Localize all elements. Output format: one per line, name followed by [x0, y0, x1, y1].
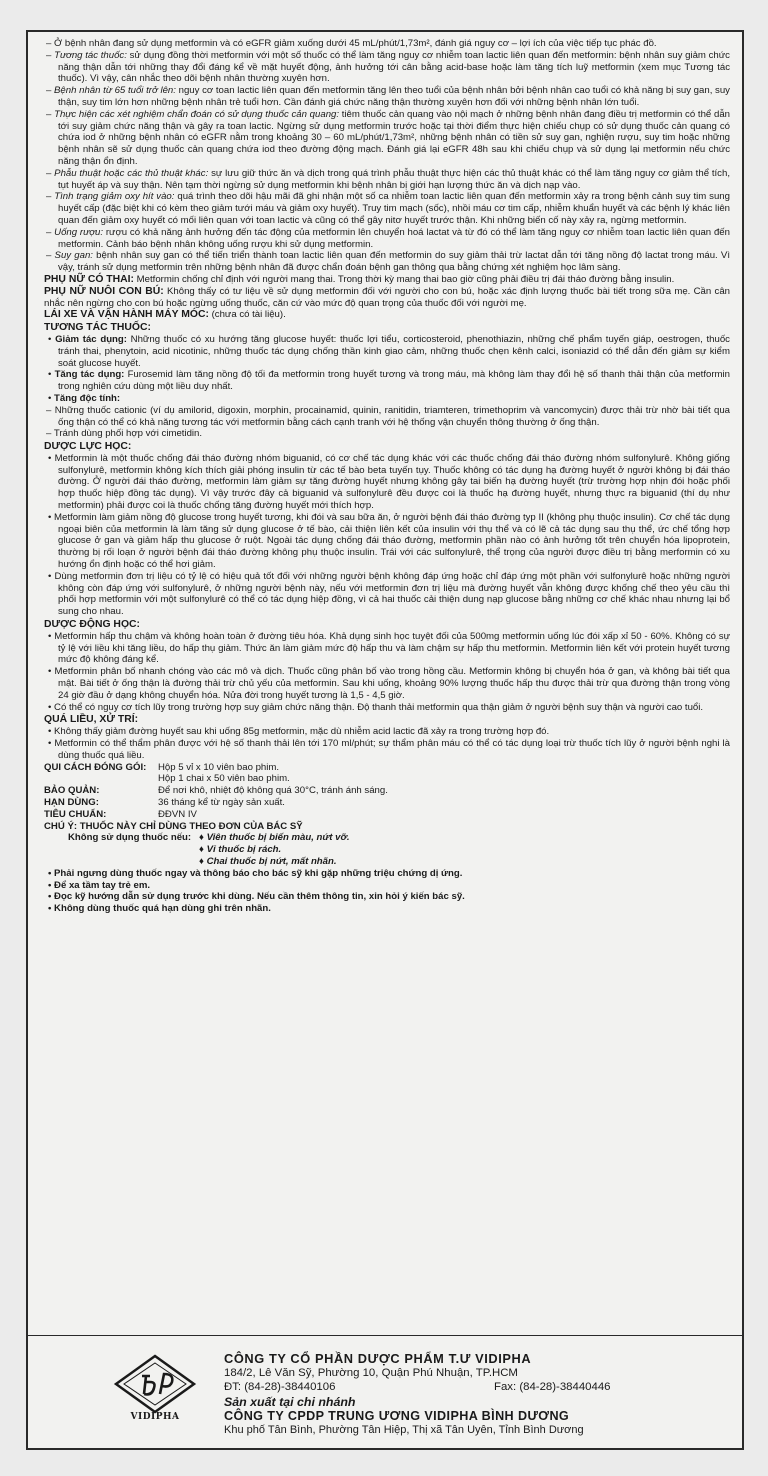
- warning-item: • Để xa tầm tay trẻ em.: [48, 879, 151, 891]
- not-use-row: [44, 832, 730, 844]
- section-text: (chưa có tài liệu).: [208, 309, 286, 321]
- bullet-item: • Tăng độc tính:: [48, 392, 121, 404]
- item-text: Có thể có nguy cơ tích lũy trong trường hợp suy giảm chức năng thận. Độ thanh thải metformin qua thận giảm ở người bệnh suy thận và người cao tuổi.: [54, 701, 704, 713]
- section-paragraph: [44, 286, 730, 310]
- spec-value: Hộp 5 vỉ x 10 viên bao phim.: [158, 761, 280, 773]
- spec-label: HẠN DÙNG:: [44, 797, 99, 808]
- contact-row: [224, 1380, 734, 1394]
- item-text: Tránh dùng phối hợp với cimetidin.: [53, 428, 203, 440]
- leaflet-body: [28, 32, 742, 915]
- not-use-label: [44, 856, 199, 868]
- bullet-item: • Dùng metformin đơn trị liệu có tỷ lệ có hiệu quả tốt đối với những người bệnh không đáp ứng hoặc chỉ đáp ứng một phần với sulfonylurê hoặc những người không còn đáp ứng với sulfonylurê, ở những người bệnh này, nếu với metformin đơn trị liệu mà đường huyết vẫn không được khống chế theo yêu cầu thì phối hợp metformin với một sulfonylurê có thể có tác dụng hiệp đồng, vì cả hai thuốc cải thiện dung nạp glucose bằng những cơ chế khác nhau nhưng lại bổ sung cho nhau.: [48, 570, 730, 618]
- item-text: quá trình theo dõi hậu mãi đã ghi nhận một số ca nhiễm toan lactic liên quan đến metformin xảy ra trong bệnh cảnh suy tim sung huyết cấp (đặc biệt khi có kèm theo giảm tưới máu và giảm oxy huyết). Truy tim mạch (sốc), nhồi máu cơ tim cấp, nhiễm khuẩn huyết và các bệnh lý khác liên quan đến giảm oxy huyết có mối liên quan với toan lactic và cũng có thể gây nitơ huyết trước thận. Khi những biến cố này xảy ra, ngừng metformin.: [58, 191, 730, 226]
- section-heading: QUÁ LIỀU, XỬ TRÍ:: [44, 714, 139, 726]
- item-text: Metformin làm giảm nồng độ glucose trong huyết tương, khi đói và sau bữa ăn, ở người bệnh đái tháo đường typ II (không phụ thuộc insulin). Cơ chế tác dụng ngoại biên của metformin là làm tăng sử dụng glucose ở tế bào, cải thiện liên kết của insulin với thụ thể và có lẽ cả tác dụng sau thụ thể, ức chế tổng hợp glucose ở gan và giảm hấp thu glucose ở ruột. Ngoài tác dụng chống đái tháo đường, metformin phần nào có ảnh hưởng tốt trên chuyển hóa lipoprotein, thường bị rối loạn ở người bệnh đái tháo đường không phụ thuộc insulin. Trái với các sulfonylurê, thể trọng của người được điều trị bằng merformin có xu hướng ổn định hoặc có thể hơi giảm.: [54, 511, 730, 571]
- item-text: Furosemid làm tăng nồng độ tối đa metformin trong huyết tương và trong máu, mà không làm thay đổi hệ số thanh thải thận của metformin trong nghiên cứu dùng một liều duy nhất.: [58, 369, 731, 393]
- dash-item: – Ở bệnh nhân đang sử dụng metformin và có eGFR giảm xuống dưới 45 mL/phút/1,73m², đánh giá nguy cơ – lợi ích của việc tiếp tục phác đồ.: [46, 38, 657, 49]
- company-name: CÔNG TY CỔ PHẦN DƯỢC PHẨM T.Ư VIDIPHA: [224, 1351, 532, 1366]
- warning-item: • Không dùng thuốc quá hạn dùng ghi trên nhãn.: [48, 903, 271, 915]
- item-lead: Tình trạng giảm oxy hít vào:: [54, 191, 175, 203]
- item-text: Không thấy giảm đường huyết sau khi uống 85g metformin, mặc dù nhiễm acid lactic đã xảy ra trong trường hợp đó.: [54, 726, 550, 738]
- logo-wordmark: VIDIPHA: [130, 1412, 180, 1422]
- branch-company: CÔNG TY CPDP TRUNG ƯƠNG VIDIPHA BÌNH DƯƠNG: [224, 1408, 570, 1423]
- section-heading: DƯỢC ĐỘNG HỌC:: [44, 619, 140, 631]
- section-heading: DƯỢC LỰC HỌC:: [44, 441, 132, 453]
- item-text: sử dụng đồng thời metformin với một số thuốc có thể làm tăng nguy cơ nhiễm toan lactic liên quan đến metformin: bệnh nhân suy giảm chức năng thận dẫn tới những thay đổi đáng kể về mặt huyết động, ảnh hưởng tới cân bằng acid-base hoặc làm tăng tích luỹ metformin (xem mục Tương tác thuốc). Vì vậy, cân nhắc theo dõi bệnh nhân thường xuyên hơn.: [58, 49, 730, 85]
- spec-label: QUI CÁCH ĐÓNG GÓI:: [44, 761, 147, 773]
- bullet-item: • Không thấy giảm đường huyết sau khi uống 85g metformin, mặc dù nhiễm acid lactic đã xảy ra trong trường hợp đó.: [48, 726, 550, 738]
- dash-item: – Thực hiện các xét nghiệm chẩn đoán có sử dụng thuốc cản quang: tiêm thuốc cản quang vào nội mạch ở những bệnh nhân đang điều trị metformin có thể dẫn tới suy giảm chức năng thận và gây ra toan lactic. Ngừng sử dụng metformin trước hoặc tại thời điểm thực hiện chiếu chụp có sử dụng thuốc cản quang có chứa iod ở những bệnh nhân có eGFR nằm trong khoảng 30 – 60 mL/phút/1,73m², những bệnh nhân có tiền sử suy gan, nghiện rượu, suy tim hoặc những bệnh nhân sẽ sử dụng thuốc cản quang chứa iod theo đường động mạch. Đánh giá lại eGFR 48h sau khi chiếu chụp và sử dụng lại metformin nếu chức năng thận ổn định.: [46, 108, 730, 167]
- spec-label: TIÊU CHUẨN:: [44, 808, 107, 820]
- item-text: nguy cơ toan lactic liên quan đến metformin tăng lên theo tuổi của bệnh nhân bởi bệnh nhân cao tuổi có khả năng bị suy gan, suy thận, suy tim lớn hơn những bệnh nhân trẻ tuổi hơn. Cần đánh giá chức năng thận thường xuyên hơn đối với những bệnh nhân lớn tuổi.: [58, 85, 730, 108]
- company-info: [224, 1352, 734, 1437]
- spec-row: [44, 773, 730, 785]
- not-use-row: [44, 856, 730, 868]
- spec-value: Hộp 1 chai x 50 viên bao phim.: [158, 773, 290, 785]
- prescription-caution: CHÚ Ý: THUỐC NÀY CHỈ DÙNG THEO ĐƠN CỦA BÁC SỸ: [44, 820, 303, 832]
- not-use-label: [44, 844, 199, 856]
- vidipha-logo-icon: [112, 1354, 198, 1416]
- item-head: Tăng tác dụng:: [54, 369, 125, 381]
- phone-number: ĐT: (84-28)-38440106: [224, 1381, 336, 1394]
- company-address: 184/2, Lê Văn Sỹ, Phường 10, Quận Phú Nhuận, TP.HCM: [224, 1367, 518, 1380]
- not-use-item: ♦ Vỉ thuốc bị rách.: [199, 844, 282, 856]
- dash-item: – Tình trạng giảm oxy hít vào: quá trình theo dõi hậu mãi đã ghi nhận một số ca nhiễm toan lactic liên quan đến metformin xảy ra trong bệnh cảnh suy tim sung huyết cấp (đặc biệt khi có kèm theo giảm tưới máu và giảm oxy huyết). Truy tim mạch (sốc), nhồi máu cơ tim cấp, nhiễm khuẩn huyết và các bệnh lý khác liên quan đến giảm oxy huyết có mối liên quan với toan lactic và cũng có thể gây nitơ huyết trước thận. Khi những biến cố này xảy ra, ngừng metformin.: [46, 191, 730, 226]
- vidipha-logo: [112, 1354, 198, 1444]
- dash-item: – Phẫu thuật hoặc các thủ thuật khác: sự lưu giữ thức ăn và dịch trong quá trình phẫu thuật thực hiện các thủ thuật khác có thể làm tăng nguy cơ giảm thể tích, tụt huyết áp và suy thận. Nên tạm thời ngừng sử dụng metformin khi bệnh nhân bị giới hạn lượng thức ăn và dịch nạp vào.: [46, 167, 730, 191]
- item-text: Metformin là một thuốc chống đái tháo đường nhóm biguanid, có cơ chế tác dụng khác với các thuốc chống đái tháo đường nhóm sulfonylurê. Không giống sulfonylurê, metformin không kích thích giải phóng insulin từ các tế bào beta tuyến tụy. Thuốc không có tác dụng hạ đường huyết ở người không bị đái tháo đường. Ở người đái tháo đường, metformin làm giảm sự tăng đường huyết nhưng không gây tai biến hạ đường huyết (trừ trường hợp nhịn đói hoặc phối hợp thuốc hiệp đồng tác dụng). Vì vậy trước đây cả biguanid và sulfonylurê đều được coi là thuốc hạ đường huyết, nhưng thực ra biguanid (thí dụ như metformin) phải được coi là thuốc chống tăng đường huyết mới thích hợp.: [54, 452, 730, 512]
- warning-text: Để xa tầm tay trẻ em.: [54, 879, 151, 891]
- item-text: sự lưu giữ thức ăn và dịch trong quá trình phẫu thuật thực hiện các thủ thuật khác có thể làm tăng nguy cơ giảm thể tích, tụt huyết áp và suy thận. Nên tạm thời ngừng sử dụng metformin khi bệnh nhân bị giới hạn lượng thức ăn và dịch nạp vào.: [58, 167, 730, 191]
- warning-item: • Phải ngưng dùng thuốc ngay và thông báo cho bác sỹ khi gặp những triệu chứng dị ứng.: [48, 867, 463, 879]
- dash-item: – Những thuốc cationic (ví dụ amilorid, digoxin, morphin, procainamid, quinin, ranitidin, triamteren, trimethoprim và vancomycin) được thải trừ nhờ bài tiết qua ống thận có thể có khả năng tương tác với metformin bằng cách cạnh tranh với hệ thống vận chuyển thông thường ở ống thận.: [46, 404, 730, 428]
- branch-label: Sản xuất tại chi nhánh: [224, 1394, 356, 1409]
- bullet-item: • Tăng tác dụng: Furosemid làm tăng nồng độ tối đa metformin trong huyết tương và trong máu, mà không làm thay đổi hệ số thanh thải thận của metformin trong nghiên cứu dùng một liều duy nhất.: [48, 369, 731, 393]
- dash-item: – Tương tác thuốc: sử dụng đồng thời metformin với một số thuốc có thể làm tăng nguy cơ nhiễm toan lactic liên quan đến metformin: bệnh nhân suy giảm chức năng thận dẫn tới những thay đổi đáng kể về mặt huyết động, ảnh hưởng tới cân bằng acid-base hoặc làm tăng tích luỹ metformin (xem mục Tương tác thuốc). Vì vậy, cân nhắc theo dõi bệnh nhân thường xuyên hơn.: [46, 49, 730, 85]
- dash-item: – Tránh dùng phối hợp với cimetidin.: [46, 428, 203, 440]
- item-head: Tăng độc tính:: [54, 392, 121, 404]
- fax-number: Fax: (84-28)-38440446: [494, 1381, 611, 1394]
- manufacturer-footer: [28, 1335, 742, 1448]
- item-lead: Suy gan:: [54, 250, 93, 262]
- warning-item: • Đọc kỹ hướng dẫn sử dụng trước khi dùng. Nếu cần thêm thông tin, xin hỏi ý kiến bác sỹ.: [48, 891, 465, 903]
- section-heading: PHỤ NỮ NUÔI CON BÚ:: [44, 285, 164, 297]
- section-text: Metformin chống chỉ định với người mang thai. Trong thời kỳ mang thai bao giờ cũng phải điều trị đái tháo đường bằng insulin.: [134, 273, 675, 285]
- item-text: Những thuốc cationic (ví dụ amilorid, digoxin, morphin, procainamid, quinin, ranitidin, triamteren, trimethoprim và vancomycin) được thải trừ nhờ bài tiết qua ống thận có thể có khả năng tương tác với metformin bằng cách cạnh tranh với hệ thống vận chuyển thông thường ở ống thận.: [54, 404, 730, 428]
- item-text: Metformin hấp thu chậm và không hoàn toàn ở đường tiêu hóa. Khả dụng sinh học tuyệt đối của 500mg metformin uống lúc đói xấp xỉ 50 - 60%. Không có sự tỷ lệ với liều khi tăng liều, do hấp thụ giảm. Thức ăn làm giảm mức độ hấp thu và làm chậm sự hấp thu metformin. Metformin liên kết với protein huyết tương mức độ không đáng kể.: [54, 630, 730, 666]
- item-lead: Uống rượu:: [54, 226, 104, 238]
- item-text: rượu có khả năng ảnh hưởng đến tác động của metformin lên chuyển hoá lactat và từ đó có thể làm tăng nguy cơ nhiễm toan lactic liên quan đến metformin. Cảnh báo bệnh nhân không uống rượu khi sử dụng metformin.: [58, 226, 730, 250]
- section-text: Không thấy có tư liệu về sử dụng metformin đối với người cho con bú, hoặc xác định lượng thuốc bài tiết trong sữa mẹ. Cần cân nhắc nên ngừng cho con bú hoặc ngừng uống thuốc, căn cứ vào mức độ quan trọng của thuốc đối với người mẹ.: [44, 285, 730, 309]
- item-head: Giảm tác dụng:: [55, 333, 127, 345]
- dash-item: – Uống rượu: rượu có khả năng ảnh hưởng đến tác động của metformin lên chuyển hoá lactat và từ đó có thể làm tăng nguy cơ nhiễm toan lactic liên quan đến metformin. Cảnh báo bệnh nhân không uống rượu khi sử dụng metformin.: [46, 226, 730, 250]
- section-paragraph: [44, 274, 730, 286]
- item-text: bệnh nhân suy gan có thể tiến triển thành toan lactic liên quan đến metformin do suy giảm thải trừ lactat dẫn tới tăng nồng độ lactat trong máu. Vì vậy, tránh sử dụng metformin trên những bệnh nhân đã được chẩn đoán bệnh gan thông qua bằng chứng xét nghiệm học lâm sàng.: [58, 250, 730, 274]
- not-use-text: Viên thuốc bị biến màu, nứt vỡ.: [206, 832, 350, 844]
- dash-item: – Bệnh nhân từ 65 tuổi trở lên: nguy cơ toan lactic liên quan đến metformin tăng lên theo tuổi của bệnh nhân bởi bệnh nhân cao tuổi có khả năng bị suy gan, suy thận, suy tim lớn hơn những bệnh nhân trẻ tuổi hơn. Cần đánh giá chức năng thận thường xuyên hơn đối với những bệnh nhân lớn tuổi.: [46, 85, 730, 108]
- item-text: Dùng metformin đơn trị liệu có tỷ lệ có hiệu quả tốt đối với những người bệnh không đáp ứng hoặc chỉ đáp ứng một phần với sulfonylurê hoặc những người không còn đáp ứng với sulfonylurê, ở những người bệnh này, nếu với metformin đơn trị liệu mà đường huyết vẫn không được khống chế theo yêu cầu thì phối hợp metformin với một sulfonylurê có thể có tác dụng hiệp đồng, vì cả hai thuốc cải thiện dung nạp glucose bằng những cơ chế khác nhau nhưng lại bổ sung cho nhau.: [54, 570, 730, 618]
- item-text: Metformin có thể thẩm phân được với hệ số thanh thải lên tới 170 ml/phút; sự thẩm phân máu có thể có tác dụng loại trừ thuốc tích lũy ở người bệnh nghi là dùng thuốc quá liều.: [54, 738, 730, 761]
- not-use-label: Không sử dụng thuốc nếu:: [68, 832, 192, 844]
- item-lead: Tương tác thuốc:: [54, 49, 127, 61]
- spec-row: [44, 762, 730, 774]
- bullet-item: • Metformin có thể thẩm phân được với hệ số thanh thải lên tới 170 ml/phút; sự thẩm phân máu có thể có tác dụng loại trừ thuốc tích lũy ở người bệnh nghi là dùng thuốc quá liều.: [48, 738, 730, 761]
- section-heading: LÁI XE VÀ VẬN HÀNH MÁY MÓC:: [44, 309, 209, 321]
- item-lead: Bệnh nhân từ 65 tuổi trở lên:: [54, 85, 176, 97]
- spec-value: ĐĐVN IV: [158, 808, 197, 820]
- item-text: tiêm thuốc cản quang vào nội mạch ở những bệnh nhân đang điều trị metformin có thể dẫn tới suy giảm chức năng thận và gây ra toan lactic. Ngừng sử dụng metformin trước hoặc tại thời điểm thực hiện chiếu chụp có sử dụng thuốc cản quang có chứa iod ở những bệnh nhân có eGFR nằm trong khoảng 30 – 60 mL/phút/1,73m², những bệnh nhân có tiền sử suy gan, nghiện rượu, suy tim hoặc những bệnh nhân sẽ sử dụng thuốc cản quang chứa iod theo đường động mạch. Đánh giá lại eGFR 48h sau khi chiếu chụp và sử dụng lại metformin nếu chức năng thận ổn định.: [58, 108, 730, 167]
- leaflet-sheet: [26, 30, 744, 1450]
- warning-text: Đọc kỹ hướng dẫn sử dụng trước khi dùng. Nếu cần thêm thông tin, xin hỏi ý kiến bác sỹ.: [54, 891, 465, 903]
- bullet-item: • Giảm tác dụng: Những thuốc có xu hướng tăng glucose huyết: thuốc lợi tiểu, corticosteroid, phenothiazin, những chế phẩm tuyến giáp, oestrogen, thuốc tránh thai, phenytoin, acid nicotinic, những thuốc tác dụng chống thần kinh giao cảm, những thuốc chẹn kênh calci, isoniazid có thể dẫn đến giảm sự kiểm soát glucose huyết.: [48, 333, 730, 369]
- warning-text: Phải ngưng dùng thuốc ngay và thông báo cho bác sỹ khi gặp những triệu chứng dị ứng.: [54, 867, 463, 879]
- bullet-item: • Metformin làm giảm nồng độ glucose trong huyết tương, khi đói và sau bữa ăn, ở người bệnh đái tháo đường typ II (không phụ thuộc insulin). Cơ chế tác dụng ngoại biên của metformin là làm tăng sử dụng glucose ở tế bào, cải thiện liên kết của insulin với thụ thể và có lẽ cả tác dụng sau thụ thể, ức chế tổng hợp glucose ở gan và giảm hấp thu glucose ở ruột. Ngoài tác dụng chống đái tháo đường, metformin phần nào có ảnh hưởng tốt trên chuyển hóa lipoprotein, thường bị rối loạn ở người bệnh đái tháo đường không phụ thuộc insulin. Trái với các sulfonylurê, thể trọng của người được điều trị bằng merformin có xu hướng ổn định hoặc có thể hơi giảm.: [48, 511, 730, 571]
- bullet-item: • Metformin phân bố nhanh chóng vào các mô và dịch. Thuốc cũng phân bố vào trong hồng cầu. Metformin không bị chuyển hóa ở gan, và không bài tiết qua mật. Bài tiết ở ống thận là đường thải trừ chủ yếu của metformin. Sau khi uống, khoảng 90% lượng thuốc hấp thu được thải trừ qua đường thận trong vòng 24 giờ đầu ở dạng không chuyển hóa. Nửa đời trong huyết tương là 1,5 - 4,5 giờ.: [48, 666, 730, 701]
- item-lead: Thực hiện các xét nghiệm chẩn đoán có sử dụng thuốc cản quang:: [54, 108, 340, 120]
- not-use-text: Chai thuốc bị nứt, mất nhãn.: [206, 855, 337, 867]
- not-use-row: [44, 844, 730, 856]
- section-heading: PHỤ NỮ CÓ THAI:: [44, 273, 135, 285]
- section-paragraph: [44, 309, 730, 321]
- spec-row: [44, 785, 730, 797]
- bullet-item: • Metformin hấp thu chậm và không hoàn toàn ở đường tiêu hóa. Khả dụng sinh học tuyệt đối của 500mg metformin uống lúc đói xấp xỉ 50 - 60%. Không có sự tỷ lệ với liều khi tăng liều, do hấp thụ giảm. Thức ăn làm giảm mức độ hấp thu và làm chậm sự hấp thu metformin. Metformin liên kết với protein huyết tương mức độ không đáng kể.: [48, 630, 730, 666]
- branch-address: Khu phố Tân Bình, Phường Tân Hiệp, Thị xã Tân Uyên, Tỉnh Bình Dương: [224, 1424, 584, 1437]
- bullet-item: • Có thể có nguy cơ tích lũy trong trường hợp suy giảm chức năng thận. Độ thanh thải metformin qua thận giảm ở người bệnh suy thận và người cao tuổi.: [48, 701, 704, 713]
- dash-item: – Suy gan: bệnh nhân suy gan có thể tiến triển thành toan lactic liên quan đến metformin do suy giảm thải trừ lactat dẫn tới tăng nồng độ lactat trong máu. Vì vậy, tránh sử dụng metformin trên những bệnh nhân đã được chẩn đoán bệnh gan thông qua bằng chứng xét nghiệm học lâm sàng.: [46, 250, 730, 274]
- not-use-text: Vỉ thuốc bị rách.: [206, 844, 282, 856]
- warning-text: Không dùng thuốc quá hạn dùng ghi trên nhãn.: [54, 903, 271, 915]
- item-lead: Phẫu thuật hoặc các thủ thuật khác:: [54, 167, 209, 179]
- item-text: Những thuốc có xu hướng tăng glucose huyết: thuốc lợi tiểu, corticosteroid, phenothiazin, những chế phẩm tuyến giáp, oestrogen, thuốc tránh thai, phenytoin, acid nicotinic, những thuốc tác dụng chống thần kinh giao cảm, những thuốc chẹn kênh calci, isoniazid có thể dẫn đến giảm sự kiểm soát glucose huyết.: [58, 333, 730, 369]
- spec-label: [44, 773, 158, 785]
- not-use-item: ♦ Chai thuốc bị nứt, mất nhãn.: [199, 855, 337, 867]
- spec-value: Để nơi khô, nhiệt độ không quá 30°C, tránh ánh sáng.: [158, 785, 388, 797]
- item-text: Ở bệnh nhân đang sử dụng metformin và có eGFR giảm xuống dưới 45 mL/phút/1,73m², đánh giá nguy cơ – lợi ích của việc tiếp tục phác đồ.: [54, 38, 657, 49]
- spec-row: [44, 797, 730, 809]
- spec-value: 36 tháng kể từ ngày sản xuất.: [158, 797, 285, 808]
- section-heading: TƯƠNG TÁC THUỐC:: [44, 322, 151, 334]
- item-text: Metformin phân bố nhanh chóng vào các mô và dịch. Thuốc cũng phân bố vào trong hồng cầu. Metformin không bị chuyển hóa ở gan, và không bài tiết qua mật. Bài tiết ở ống thận là đường thải trừ chủ yếu của metformin. Sau khi uống, khoảng 90% lượng thuốc hấp thu được thải trừ qua đường thận trong vòng 24 giờ đầu ở dạng không chuyển hóa. Nửa đời trong huyết tương là 1,5 - 4,5 giờ.: [54, 666, 730, 701]
- spec-label: BẢO QUẢN:: [44, 785, 100, 797]
- spec-row: [44, 809, 730, 821]
- not-use-item: ♦ Viên thuốc bị biến màu, nứt vỡ.: [199, 832, 350, 844]
- bullet-item: • Metformin là một thuốc chống đái tháo đường nhóm biguanid, có cơ chế tác dụng khác với các thuốc chống đái tháo đường nhóm sulfonylurê. Không giống sulfonylurê, metformin không kích thích giải phóng insulin từ các tế bào beta tuyến tụy. Thuốc không có tác dụng hạ đường huyết ở người không bị đái tháo đường. Ở người đái tháo đường, metformin làm giảm sự tăng đường huyết nhưng không gây tai biến hạ đường huyết (trừ trường hợp nhịn đói hoặc phối hợp thuốc hiệp đồng tác dụng). Vì vậy trước đây cả biguanid và sulfonylurê đều được coi là thuốc hạ đường huyết, nhưng thực ra biguanid (thí dụ như metformin) phải được coi là thuốc chống tăng đường huyết mới thích hợp.: [48, 452, 730, 512]
